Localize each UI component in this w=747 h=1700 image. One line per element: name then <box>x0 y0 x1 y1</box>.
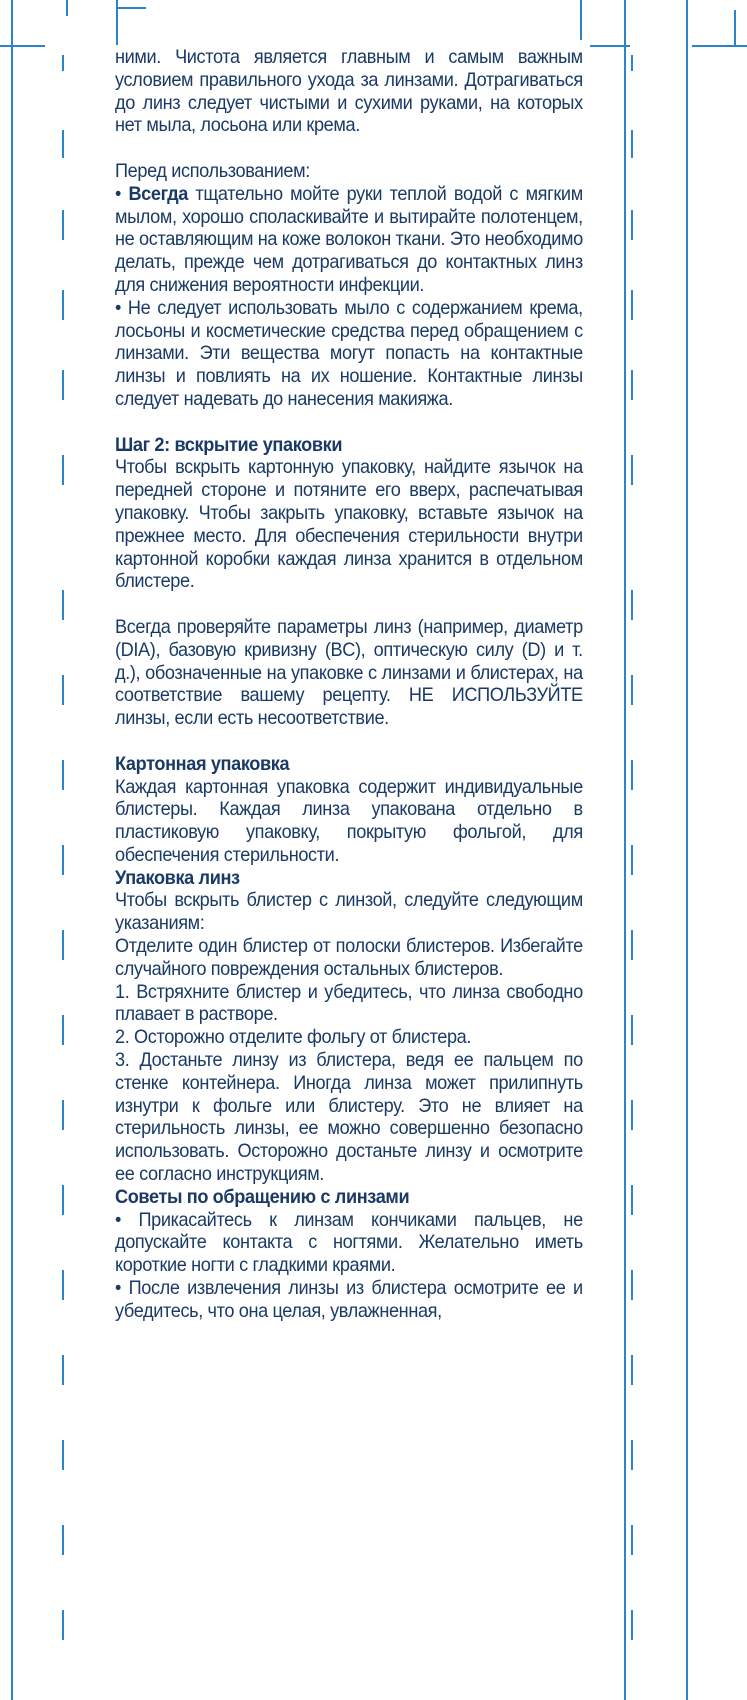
margin-mark <box>631 1270 633 1300</box>
margin-mark <box>62 455 64 485</box>
margin-mark <box>62 1440 64 1470</box>
margin-mark <box>631 290 633 320</box>
margin-mark <box>631 455 633 485</box>
margin-mark <box>62 370 64 400</box>
paragraph-tip-fingertips: • Прикасайтесь к линзам кончиками пальцев, не допускайте контакта с ногтями. Желательно иметь короткие ногти с гладкими краями. <box>115 1208 583 1277</box>
margin-mark <box>62 1015 64 1045</box>
margin-mark <box>631 760 633 790</box>
frame-line-top-left-tick <box>66 0 68 16</box>
margin-mark <box>631 210 633 240</box>
paragraph-tip-inspect: • После извлечения линзы из блистера осмотрите ее и убедитесь, что она целая, увлажненная, <box>115 1277 583 1322</box>
margin-mark <box>62 930 64 960</box>
margin-mark <box>631 675 633 705</box>
margin-mark <box>62 1185 64 1215</box>
margin-mark <box>631 1015 633 1045</box>
paragraph-step-2-foil: 2. Осторожно отделите фольгу от блистера. <box>115 1026 472 1049</box>
margin-mark <box>62 675 64 705</box>
paragraph-before-use: Перед использованием: <box>115 159 310 182</box>
margin-mark <box>631 845 633 875</box>
margin-mark <box>62 130 64 158</box>
frame-line-left <box>11 0 13 1700</box>
frame-line-top-mid-vert <box>116 0 118 45</box>
margin-mark <box>62 845 64 875</box>
margin-mark <box>62 1525 64 1555</box>
margin-mark <box>631 1185 633 1215</box>
margin-mark <box>631 1440 633 1470</box>
paragraph-no-soap-cream: • Не следует использовать мыло с содержанием крема, лосьоны и косметические средства перед обращением с линзами. Эти вещества могут попасть на контактные линзы и повлиять на их ношение. Контактные линзы следует надевать до нанесения макияжа. <box>115 296 583 410</box>
paragraph-step-3: 3. Достаньте линзу из блистера, ведя ее пальцем по стенке контейнера. Иногда линза может прилипнуть изнутри к фольге или блистеру. Это не влияет на стерильность линзы, ее можно совершенно безопасно использовать. Осторожно достаньте линзу и осмотрите ее согласно инструкциям. <box>115 1049 583 1186</box>
always-bold: Всегда <box>128 182 188 205</box>
paragraph-carton: Каждая картонная упаковка содержит индивидуальные блистеры. Каждая линза упакована отдельно в пластиковую упаковку, покрытую фольгой, для обеспечения стерильности. <box>115 775 583 866</box>
margin-mark <box>62 1610 64 1640</box>
margin-mark <box>631 1100 633 1130</box>
margin-mark <box>631 130 633 158</box>
margin-mark <box>62 55 64 71</box>
margin-mark <box>62 1100 64 1130</box>
margin-mark <box>631 1355 633 1385</box>
frame-line-top-left <box>0 45 45 47</box>
margin-mark <box>631 55 633 71</box>
heading-handling-tips: Советы по обращению с линзами <box>115 1185 410 1208</box>
paragraph-separate-blister: Отделите один блистер от полоски блистеров. Избегайте случайного повреждения остальных блистеров. <box>115 935 583 980</box>
frame-line-right-a <box>624 0 626 1700</box>
margin-mark <box>62 1270 64 1300</box>
paragraph-wash-hands: • Всегда тщательно мойте руки теплой водой с мягким мылом, хорошо споласкивайте и вытирайте полотенцем, не оставляющим на коже волокон ткани. Это необходимо делать, прежде чем дотрагиваться до контактных линз для снижения вероятности инфекции. <box>115 182 583 296</box>
frame-line-right-b <box>686 0 688 1700</box>
margin-mark <box>62 210 64 240</box>
paragraph-cleanliness: ними. Чистота является главным и самым важным условием правильного ухода за линзами. Дотрагиваться до линз следует чистыми и сухими руками, на которых нет мыла, лосьона или крема. <box>115 46 583 137</box>
margin-mark <box>631 370 633 400</box>
paragraph-step-1: 1. Встряхните блистер и убедитесь, что линза свободно плавает в растворе. <box>115 980 583 1026</box>
margin-mark <box>631 590 633 620</box>
frame-line-top-mid <box>116 7 146 9</box>
paragraph-open-blister: Чтобы вскрыть блистер с линзой, следуйте следующим указаниям: <box>115 889 583 935</box>
frame-line-top-far-right-tick <box>734 10 736 45</box>
paragraph-open-carton: Чтобы вскрыть картонную упаковку, найдите язычок на передней стороне и потяните его вверх, распечатывая упаковку. Чтобы закрыть упаковку, вставьте язычок на прежнее место. Для обеспечения стерильности внутри картонной коробки каждая линза хранится в отдельном блистере. <box>115 456 583 593</box>
margin-mark <box>62 590 64 620</box>
heading-carton: Картонная упаковка <box>115 752 290 775</box>
margin-mark <box>631 1525 633 1555</box>
heading-lens-package: Упаковка линз <box>115 866 240 889</box>
wash-hands-text: тщательно мойте руки теплой водой с мягким мылом, хорошо споласкивайте и вытирайте полотенцем, не оставляющим на коже волокон ткани. Это необходимо делать, прежде чем дотрагиваться до контактных линз для снижения вероятности инфекции. <box>115 182 583 296</box>
paragraph-check-params: Всегда проверяйте параметры линз (например, диаметр (DIA), базовую кривизну (BC), оптическую силу (D) и т. д.), обозначенные на упаковке с линзами и блистерах, на соответствие вашему рецепту. НЕ ИСПОЛЬЗУЙТЕ линзы, если есть несоответствие. <box>115 615 583 730</box>
margin-mark <box>62 760 64 790</box>
margin-mark <box>631 1610 633 1640</box>
margin-mark <box>62 290 64 320</box>
margin-mark <box>631 930 633 960</box>
margin-mark <box>62 1355 64 1385</box>
heading-step-2: Шаг 2: вскрытие упаковки <box>115 433 343 456</box>
frame-line-top-right-vert <box>580 0 582 40</box>
frame-line-top-far-right <box>692 45 747 47</box>
instruction-text-column <box>115 46 583 1323</box>
